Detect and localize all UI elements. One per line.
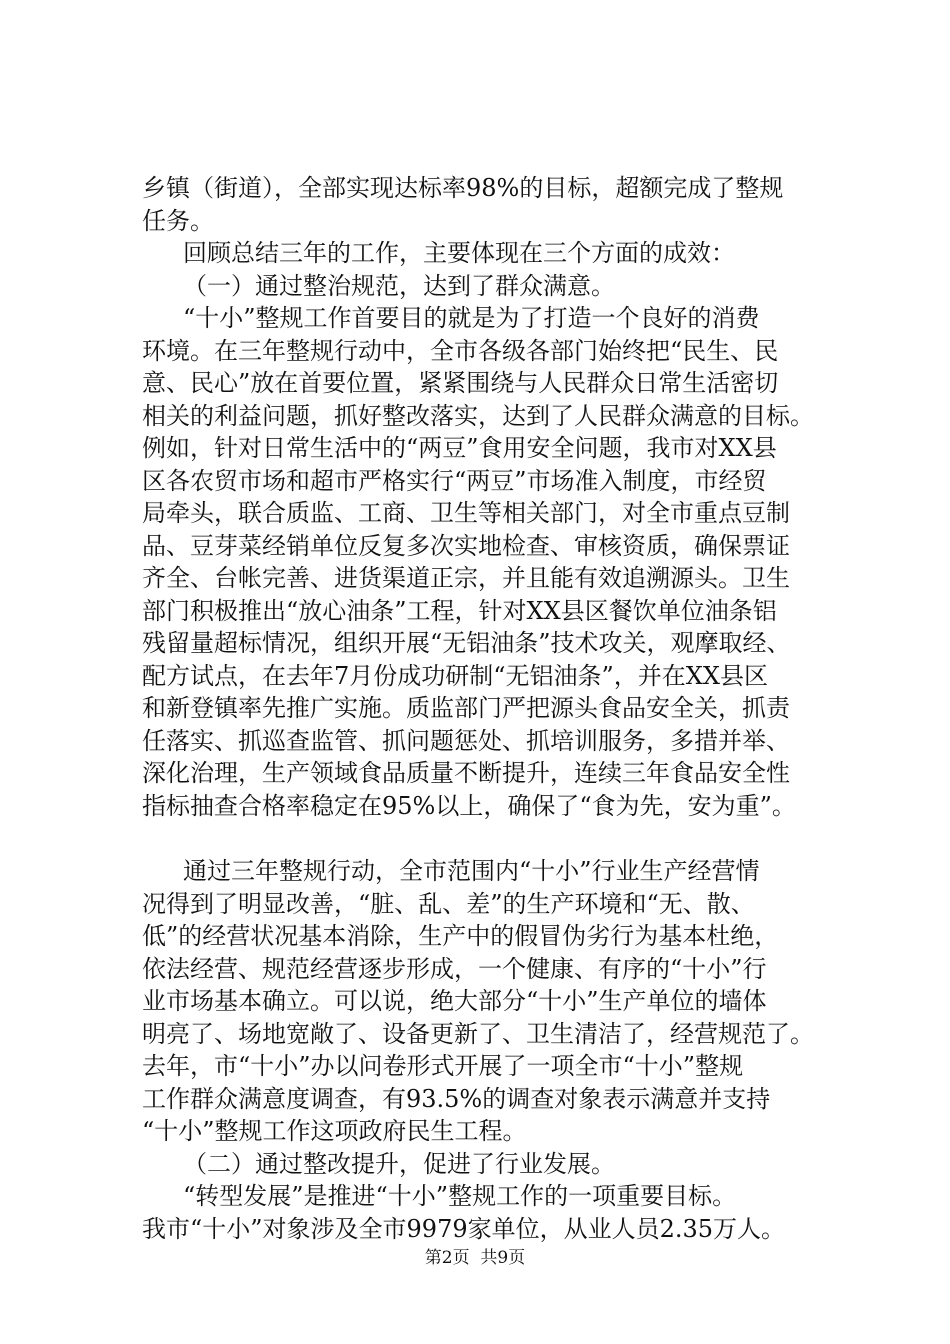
paragraph-gap: [142, 822, 842, 855]
text-line: 明亮了、场地宽敞了、设备更新了、卫生清洁了，经营规范了。: [142, 1019, 814, 1048]
paragraph-start: “转型发展”是推进“十小”整规工作的一项重要目标。: [183, 1182, 737, 1210]
text-line: 品、豆芽菜经销单位反复多次实地检查、审核资质，确保票证: [142, 531, 790, 560]
text-line: “十小”整规工作这项政府民生工程。: [142, 1117, 527, 1145]
text-line: 去年，市“十小”办以问卷形式开展了一项全市“十小”整规: [142, 1052, 744, 1080]
text-line: 况得到了明显改善，“脏、乱、差”的生产环境和“无、散、: [142, 889, 755, 918]
body-text: [142, 172, 842, 1245]
text-line: 深化治理，生产领域食品质量不断提升，连续三年食品安全性: [142, 759, 790, 787]
text-line: 任落实、抓巡查监管、抓问题惩处、抓培训服务，多措并举、: [142, 726, 790, 755]
text-line: 和新登镇率先推广实施。质监部门严把源头食品安全关，抓责: [142, 694, 790, 722]
paragraph-start: “十小”整规工作首要目的就是为了打造一个良好的消费: [183, 304, 760, 332]
section-heading: （二）通过整改提升，促进了行业发展。: [183, 1149, 615, 1178]
text-line: 任务。: [142, 206, 214, 235]
text-line: 乡镇（街道），全部实现达标率98%的目标，超额完成了整规: [142, 174, 784, 202]
page-footer: 第2页 共9页: [424, 1248, 526, 1268]
text-line: 业市场基本确立。可以说，绝大部分“十小”生产单位的墙体: [142, 987, 767, 1015]
text-line: 我市“十小”对象涉及全市9979家单位，从业人员2.35万人。: [142, 1214, 786, 1243]
text-line: 残留量超标情况，组织开展“无铝油条”技术攻关，观摩取经、: [142, 629, 791, 657]
text-line: 低”的经营状况基本消除，生产中的假冒伪劣行为基本杜绝，: [142, 922, 779, 950]
text-line: 指标抽查合格率稳定在95%以上，确保了“食为先，安为重”。: [142, 791, 796, 820]
text-line: 意、民心”放在首要位置，紧紧围绕与人民群众日常生活密切: [142, 369, 779, 397]
text-line: 部门积极推出“放心油条”工程，针对XX县区餐饮单位油条铝: [142, 596, 777, 625]
section-heading: （一）通过整治规范，达到了群众满意。: [183, 271, 615, 300]
paragraph-start: 回顾总结三年的工作，主要体现在三个方面的成效：: [183, 239, 735, 267]
text-line: 齐全、台帐完善、进货渠道正宗，并且能有效追溯源头。卫生: [142, 564, 790, 592]
text-line: 依法经营、规范经营逐步形成，一个健康、有序的“十小”行: [142, 954, 767, 983]
text-line: 配方试点，在去年7月份成功研制“无铝油条”，并在XX县区: [142, 661, 768, 690]
text-line: 工作群众满意度调查，有93.5%的调查对象表示满意并支持: [142, 1084, 771, 1113]
text-line: 局牵头，联合质监、工商、卫生等相关部门，对全市重点豆制: [142, 499, 790, 527]
text-line: 例如，针对日常生活中的“两豆”食用安全问题，我市对XX县: [142, 434, 777, 462]
text-line: 环境。在三年整规行动中，全市各级各部门始终把“民生、民: [142, 336, 779, 365]
text-line: 相关的利益问题，抓好整改落实，达到了人民群众满意的目标。: [142, 401, 814, 430]
text-line: 区各农贸市场和超市严格实行“两豆”市场准入制度，市经贸: [142, 466, 767, 495]
paragraph-start: 通过三年整规行动，全市范围内“十小”行业生产经营情: [183, 857, 760, 885]
